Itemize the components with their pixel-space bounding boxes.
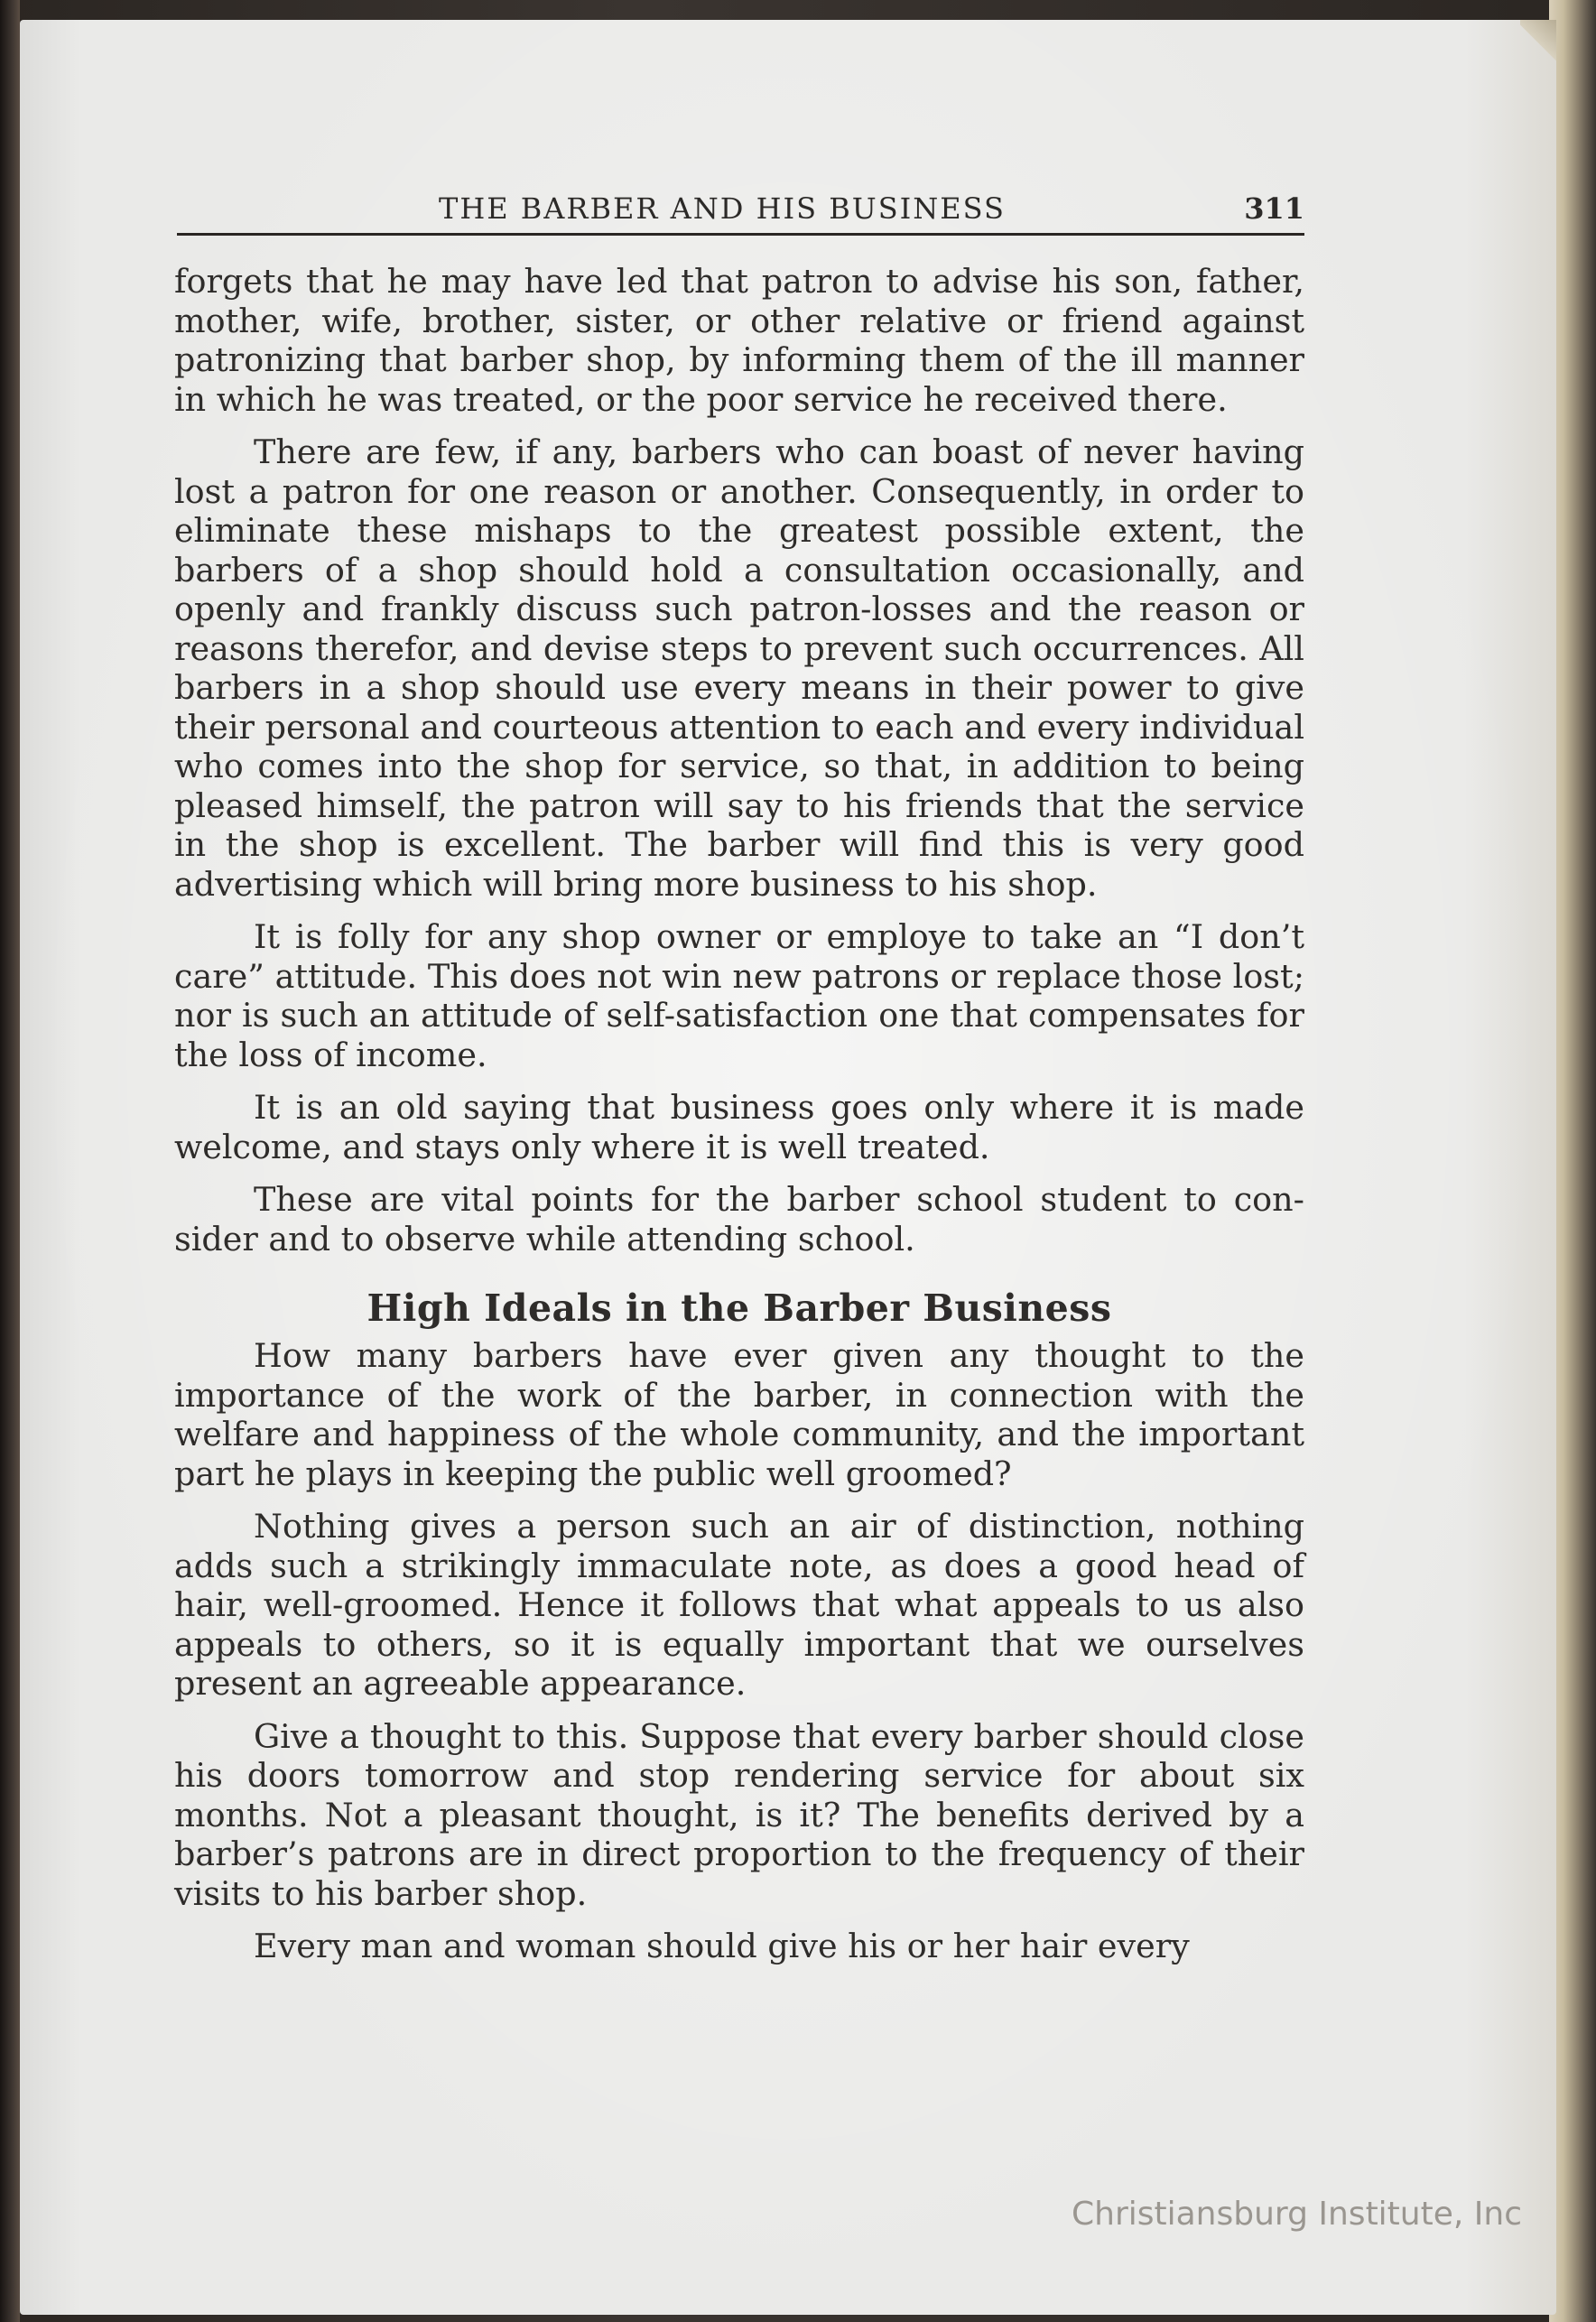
paragraph-continued: forgets that he may have led that patron to advise his son, father, mother, wife, brother, sister, or other relative or friend against patronizing that barber shop, by informing them of the ill manner in which he was treated, or the poor service he received there.: [174, 262, 1304, 419]
paragraph: These are vital points for the barber school student to consider and to observe while attending school.: [174, 1180, 1304, 1259]
running-header: [177, 190, 1304, 236]
paragraph: It is folly for any shop owner or employe to take an “I don’t care” attitude. This does not win new patrons or replace those lost; nor is such an attitude of self-satisfaction one that compensates for the loss of income.: [174, 917, 1304, 1074]
section-heading: High Ideals in the Barber Business: [367, 1286, 1112, 1330]
paragraph-truncated: Every man and woman should give his or her hair every: [254, 1927, 1190, 1965]
paragraph: Give a thought to this. Suppose that every barber should close his doors tomorrow and stop rendering service for about six months. Not a pleasant thought, is it? The benefits derived by a barber’s patrons are in direct proportion to the frequency of their visits to his barber shop.: [174, 1716, 1304, 1913]
running-title: THE BARBER AND HIS BUSINESS: [439, 191, 1006, 226]
page-number: 311: [1244, 191, 1304, 226]
book-spine-edge: [0, 0, 20, 2322]
watermark: Christiansburg Institute, Inc: [1071, 2196, 1522, 2233]
paragraph: It is an old saying that business goes only where it is made welcome, and stays only where it is well treated.: [174, 1088, 1304, 1166]
paragraph: There are few, if any, barbers who can boast of never having lost a patron for one reason or another. Consequently, in order to eliminate these mishaps to the greatest possible extent, the barbers of a shop should hold a consultation occasionally, and openly and frankly discuss such patron-losses and the reason or reasons therefor, and devise steps to prevent such occurrences. All barbers in a shop should use every means in their power to give their personal and courteous attention to each and every individual who comes into the shop for service, so that, in addition to being pleased himself, the patron will say to his friends that the service in the shop is excellent. The barber will find this is very good advertising which will bring more business to his shop.: [174, 432, 1304, 904]
paragraph: Nothing gives a person such an air of distinction, nothing adds such a strikingly immaculate note, as does a good head of hair, well-groomed. Hence it follows that what appeals to us also appeals to others, so it is equally important that we ourselves present an agreeable appearance.: [174, 1507, 1304, 1703]
page-corner: [1520, 20, 1556, 74]
body-text: [174, 262, 1304, 1980]
paragraph: How many barbers have ever given any thought to the importance of the work of the barber, in connection with the welfare and happiness of the whole community, and the important part he plays in keeping the public well groomed?: [174, 1336, 1304, 1493]
